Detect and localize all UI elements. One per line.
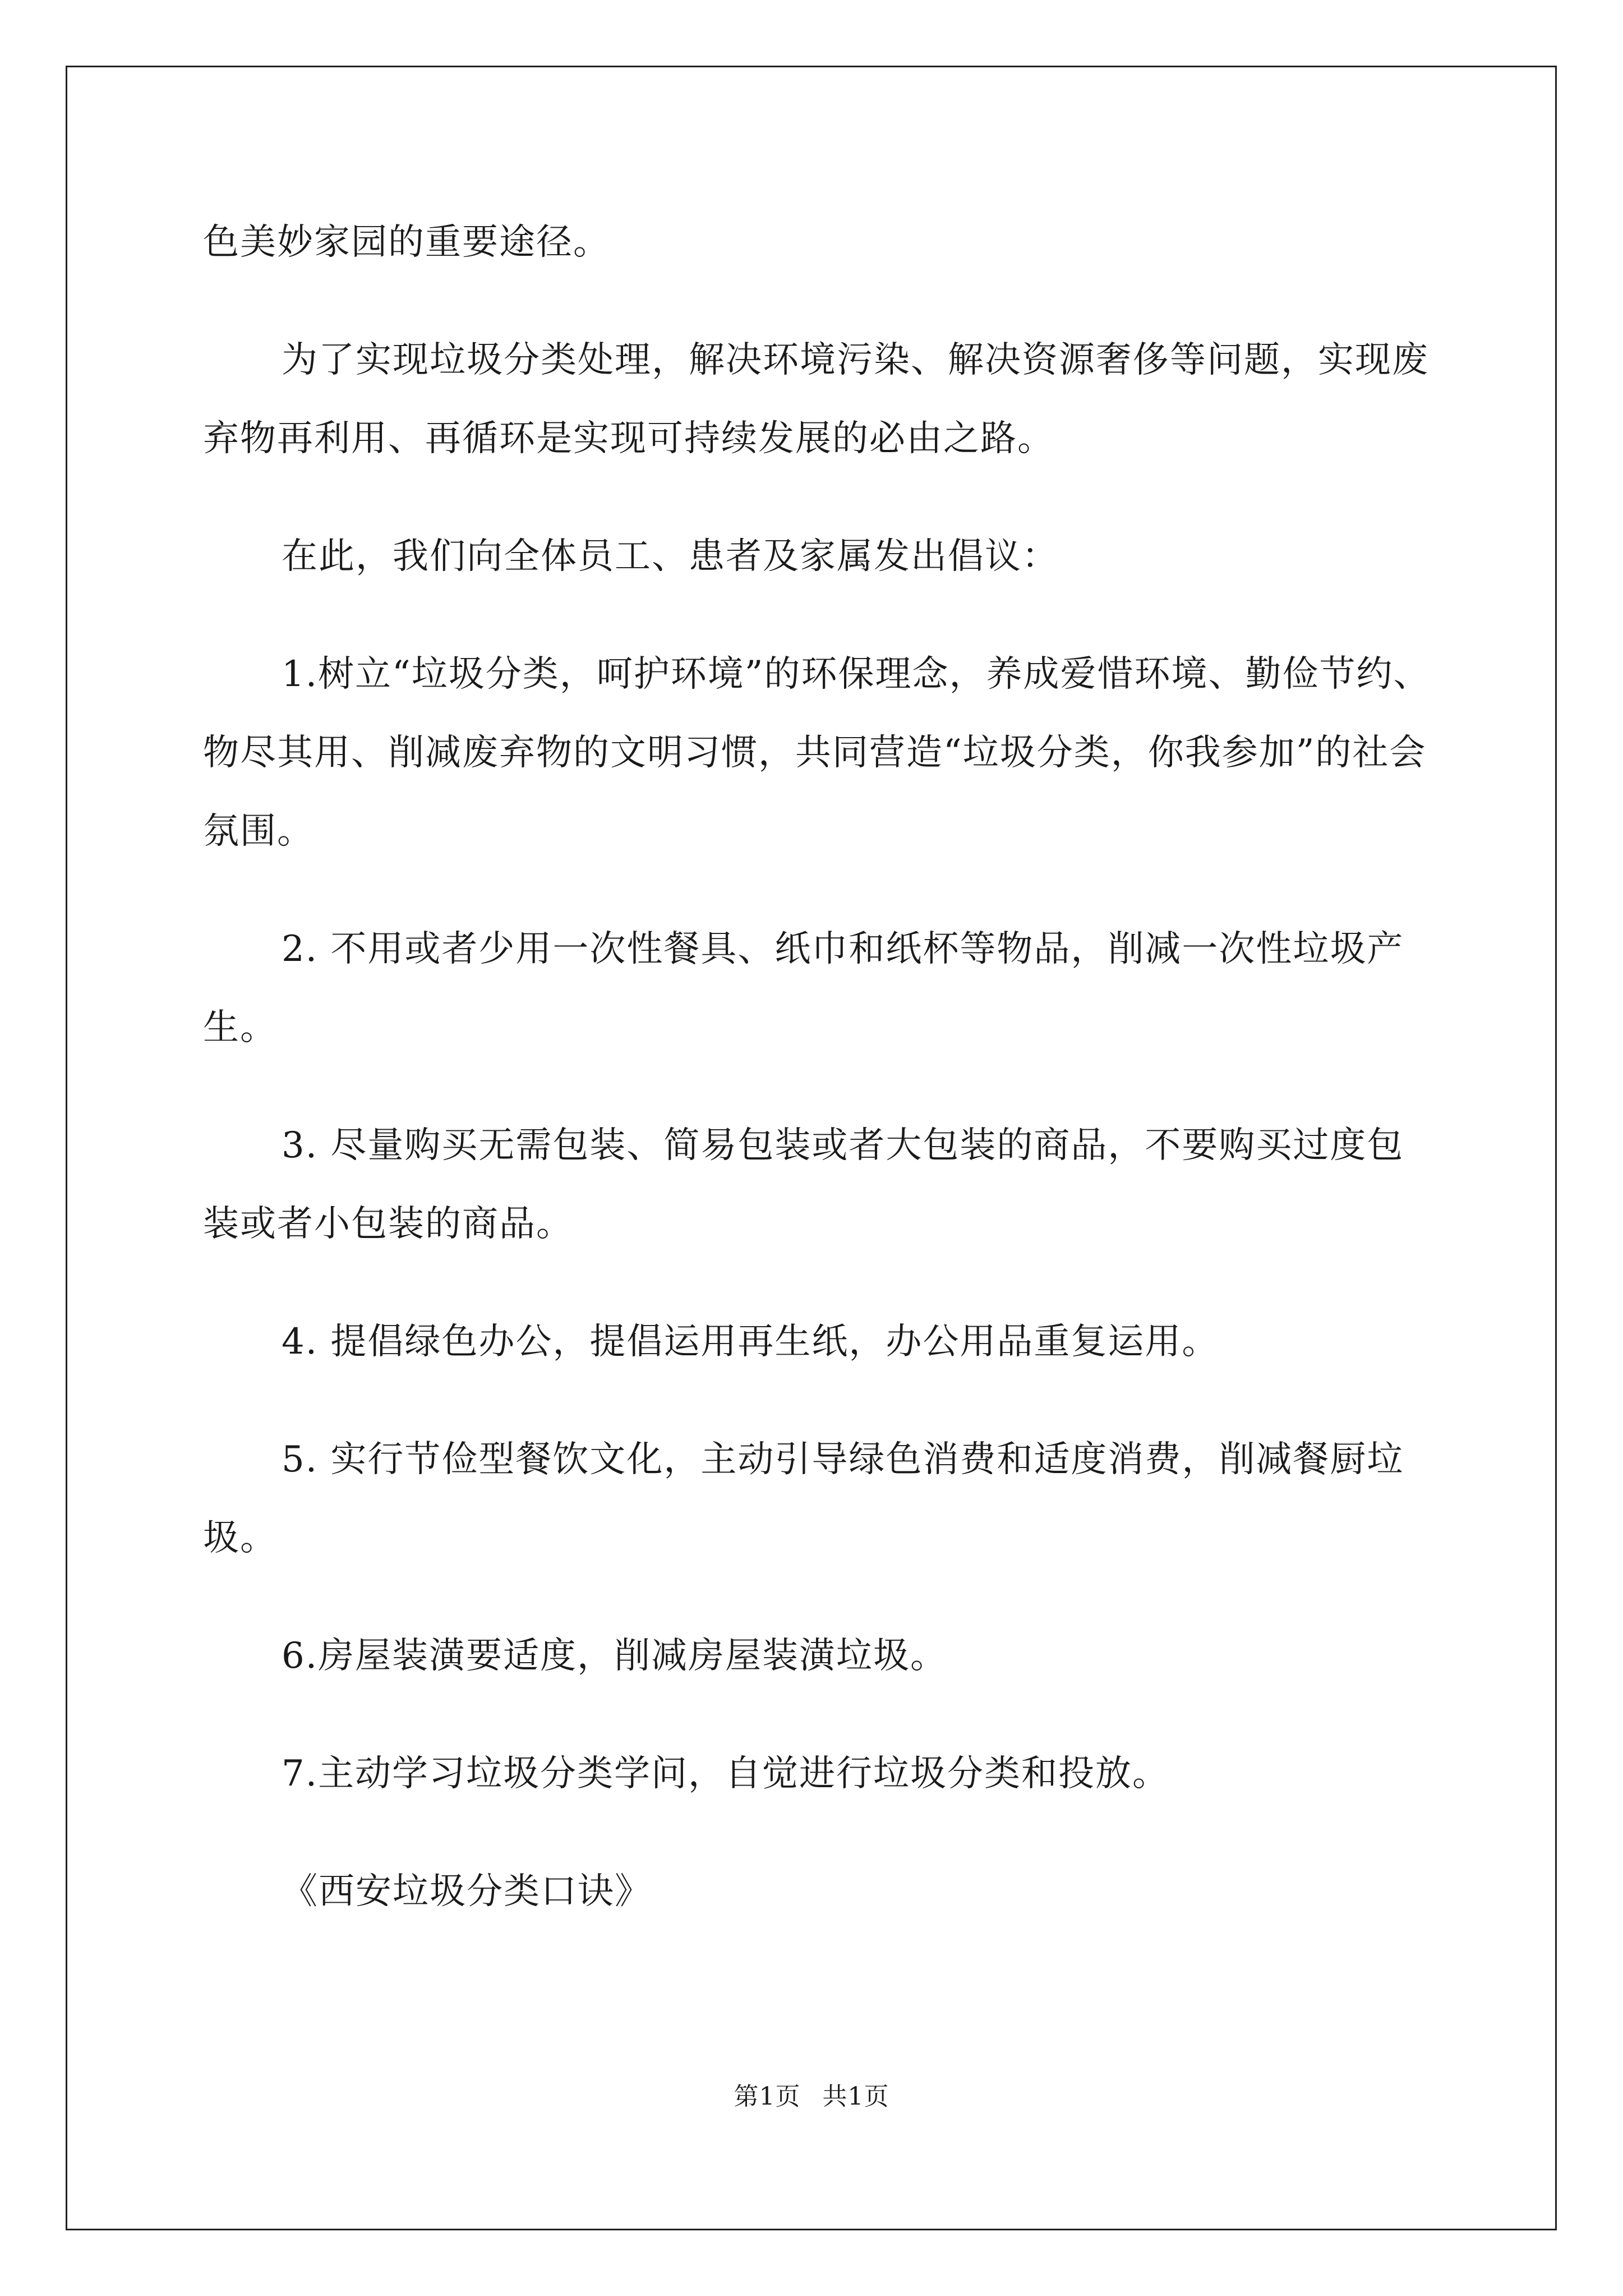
paragraph-5: 2. 不用或者少用一次性餐具、纸巾和纸杯等物品，削减一次性垃圾产生。 <box>203 928 1404 1048</box>
document-body <box>203 203 1437 1970</box>
paragraph-3: 在此，我们向全体员工、患者及家属发出倡议： <box>282 536 1059 577</box>
paragraph-9: 6.房屋装潢要适度，削减房屋装潢垃圾。 <box>282 1635 948 1677</box>
page-footer <box>0 2080 1623 2114</box>
paragraph-7: 4. 提倡绿色办公，提倡运用再生纸，办公用品重复运用。 <box>282 1321 1219 1363</box>
paragraph-4: 1.树立“垃圾分类，呵护环境”的环保理念，养成爱惜环境、勤俭节约、物尽其用、削减废弃物的文明习惯，共同营造“垃圾分类，你我参加”的社会氛围。 <box>203 654 1431 852</box>
page-number-total: 共1页 <box>822 2082 889 2111</box>
page-number-current: 第1页 <box>734 2082 801 2111</box>
paragraph-11: 《西安垃圾分类口诀》 <box>282 1871 652 1912</box>
paragraph-6: 3. 尽量购买无需包装、简易包装或者大包装的商品，不要购买过度包装或者小包装的商品。 <box>203 1125 1404 1245</box>
paragraph-2: 为了实现垃圾分类处理，解决环境污染、解决资源奢侈等问题，实现废弃物再利用、再循环是实现可持续发展的必由之路。 <box>203 339 1429 459</box>
paragraph-1: 色美妙家园的重要途径。 <box>203 222 610 263</box>
paragraph-10: 7.主动学习垃圾分类学问，自觉进行垃圾分类和投放。 <box>282 1753 1170 1795</box>
paragraph-8: 5. 实行节俭型餐饮文化，主动引导绿色消费和适度消费，削减餐厨垃圾。 <box>203 1439 1404 1559</box>
